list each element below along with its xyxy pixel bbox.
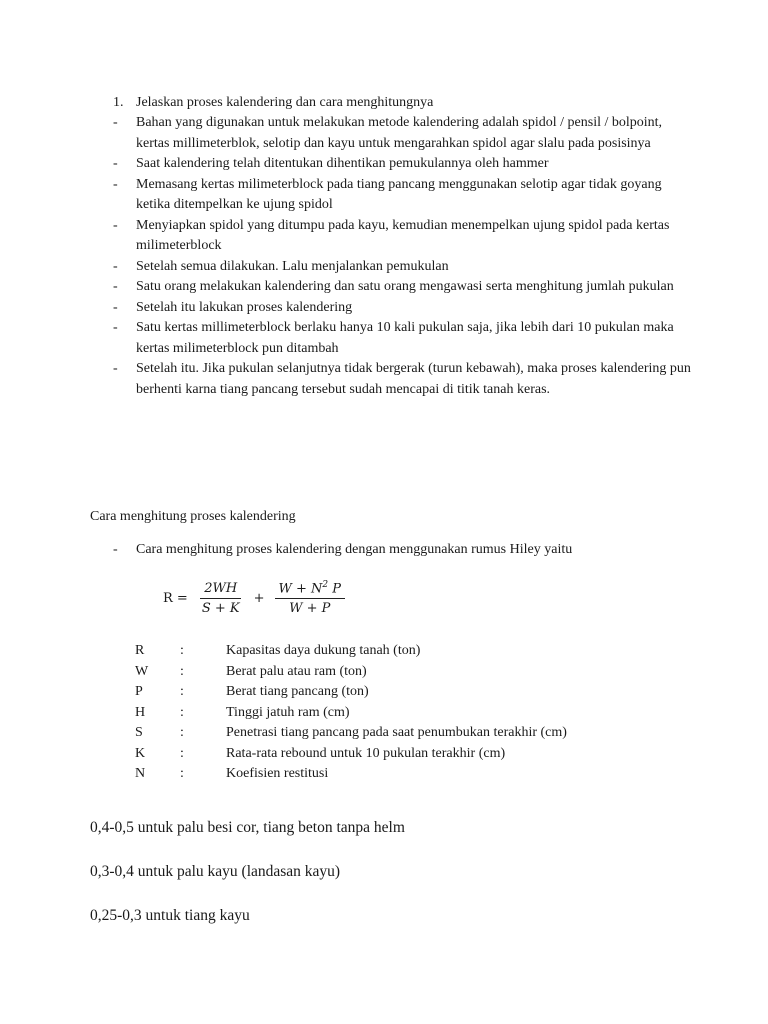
formula-fraction-2 <box>275 580 346 616</box>
fraction-numerator <box>275 580 346 599</box>
question-text: Jelaskan proses kalendering dan cara menghitungnya <box>136 95 434 110</box>
question-item <box>113 93 433 113</box>
def-description: Rata-rata rebound untuk 10 pukulan terakhir (cm) <box>226 745 506 761</box>
def-colon: : <box>180 745 184 761</box>
bullet-dash: - <box>113 258 118 274</box>
fraction-numerator: 2WH <box>200 581 241 599</box>
hiley-intro <box>113 540 572 560</box>
bullet-dash: - <box>113 217 118 233</box>
def-symbol: H <box>135 704 146 720</box>
list-item <box>113 318 693 359</box>
step-text: Setelah itu. Jika pukulan selanjutnya tidak bergerak (turun kebawah), maka proses kalendering pun berhenti karna tiang pancang tersebut sudah mencapai di titik tanah keras. <box>136 361 691 397</box>
fraction-denominator: S + K <box>201 600 240 616</box>
hiley-formula <box>163 574 349 622</box>
def-description: Berat tiang pancang (ton) <box>226 684 369 699</box>
coefficient-line: 0,4-0,5 untuk palu besi cor, tiang beton tanpa helm <box>90 819 405 836</box>
list-item <box>113 113 693 154</box>
def-colon: : <box>180 704 184 720</box>
numerator-exponent: 2 <box>322 579 329 590</box>
section-title: Cara menghitung proses kalendering <box>90 509 296 524</box>
def-colon: : <box>180 766 184 781</box>
bullet-dash: - <box>113 320 118 335</box>
step-text: Setelah semua dilakukan. Lalu menjalankan pemukulan <box>136 258 449 274</box>
def-description: Kapasitas daya dukung tanah (ton) <box>226 643 421 658</box>
step-text: Satu orang melakukan kalendering dan satu orang mengawasi serta menghitung jumlah pukulan <box>136 279 674 294</box>
process-steps-list <box>113 113 693 400</box>
list-item <box>113 359 693 400</box>
def-description: Tinggi jatuh ram (cm) <box>226 704 350 720</box>
formula-lhs: R = <box>163 590 188 606</box>
def-symbol: S <box>135 725 143 740</box>
list-item <box>113 277 693 298</box>
bullet-dash: - <box>113 156 118 171</box>
def-description: Berat palu atau ram (ton) <box>226 663 367 679</box>
list-item <box>113 257 693 278</box>
def-symbol: N <box>135 766 146 781</box>
def-description: Koefisien restitusi <box>226 766 329 781</box>
step-text: Menyiapkan spidol yang ditumpu pada kayu, kemudian menempelkan ujung spidol pada kertas milimeterblock <box>136 217 670 253</box>
numerator-part-b: P <box>328 581 342 597</box>
numerator-part-a: W + N <box>278 581 323 597</box>
bullet-dash: - <box>113 279 118 294</box>
list-item <box>113 298 693 319</box>
def-symbol: R <box>135 643 145 658</box>
def-colon: : <box>180 684 184 699</box>
def-symbol: K <box>135 745 146 761</box>
list-item <box>113 175 693 216</box>
hiley-text: Cara menghitung proses kalendering dengan menggunakan rumus Hiley yaitu <box>136 542 573 557</box>
bullet-dash: - <box>113 176 118 192</box>
bullet-dash: - <box>113 361 118 376</box>
formula-fraction-1 <box>198 581 244 616</box>
def-colon: : <box>180 725 184 740</box>
list-item <box>113 216 693 257</box>
list-item <box>113 154 693 175</box>
def-colon: : <box>180 663 184 679</box>
def-colon: : <box>180 643 184 658</box>
bullet-dash: - <box>113 542 118 557</box>
question-number: 1. <box>113 95 124 110</box>
def-symbol: P <box>135 684 143 699</box>
formula-plus: + <box>253 590 265 606</box>
fraction-denominator: W + P <box>289 601 331 617</box>
def-symbol: W <box>135 663 149 679</box>
bullet-dash: - <box>113 299 118 315</box>
step-text: Bahan yang digunakan untuk melakukan metode kalendering adalah spidol / pensil / bolpoint, kertas millimeterblok, selotip dan kayu untuk mengarahkan spidol agar slalu pada posisinya <box>136 115 663 151</box>
step-text: Setelah itu lakukan proses kalendering <box>136 299 353 315</box>
step-text: Saat kalendering telah ditentukan dihentikan pemukulannya oleh hammer <box>136 156 549 171</box>
coefficient-line: 0,3-0,4 untuk palu kayu (landasan kayu) <box>90 863 341 880</box>
def-description: Penetrasi tiang pancang pada saat penumbukan terakhir (cm) <box>226 725 567 740</box>
step-text: Memasang kertas milimeterblock pada tiang pancang menggunakan selotip agar tidak goyang ketika ditempelkan ke ujung spidol <box>136 176 662 212</box>
bullet-dash: - <box>113 115 118 130</box>
step-text: Satu kertas millimeterblock berlaku hanya 10 kali pukulan saja, jika lebih dari 10 pukulan maka kertas milimeterblock pun ditambah <box>136 320 674 356</box>
coefficient-line: 0,25-0,3 untuk tiang kayu <box>90 907 250 924</box>
